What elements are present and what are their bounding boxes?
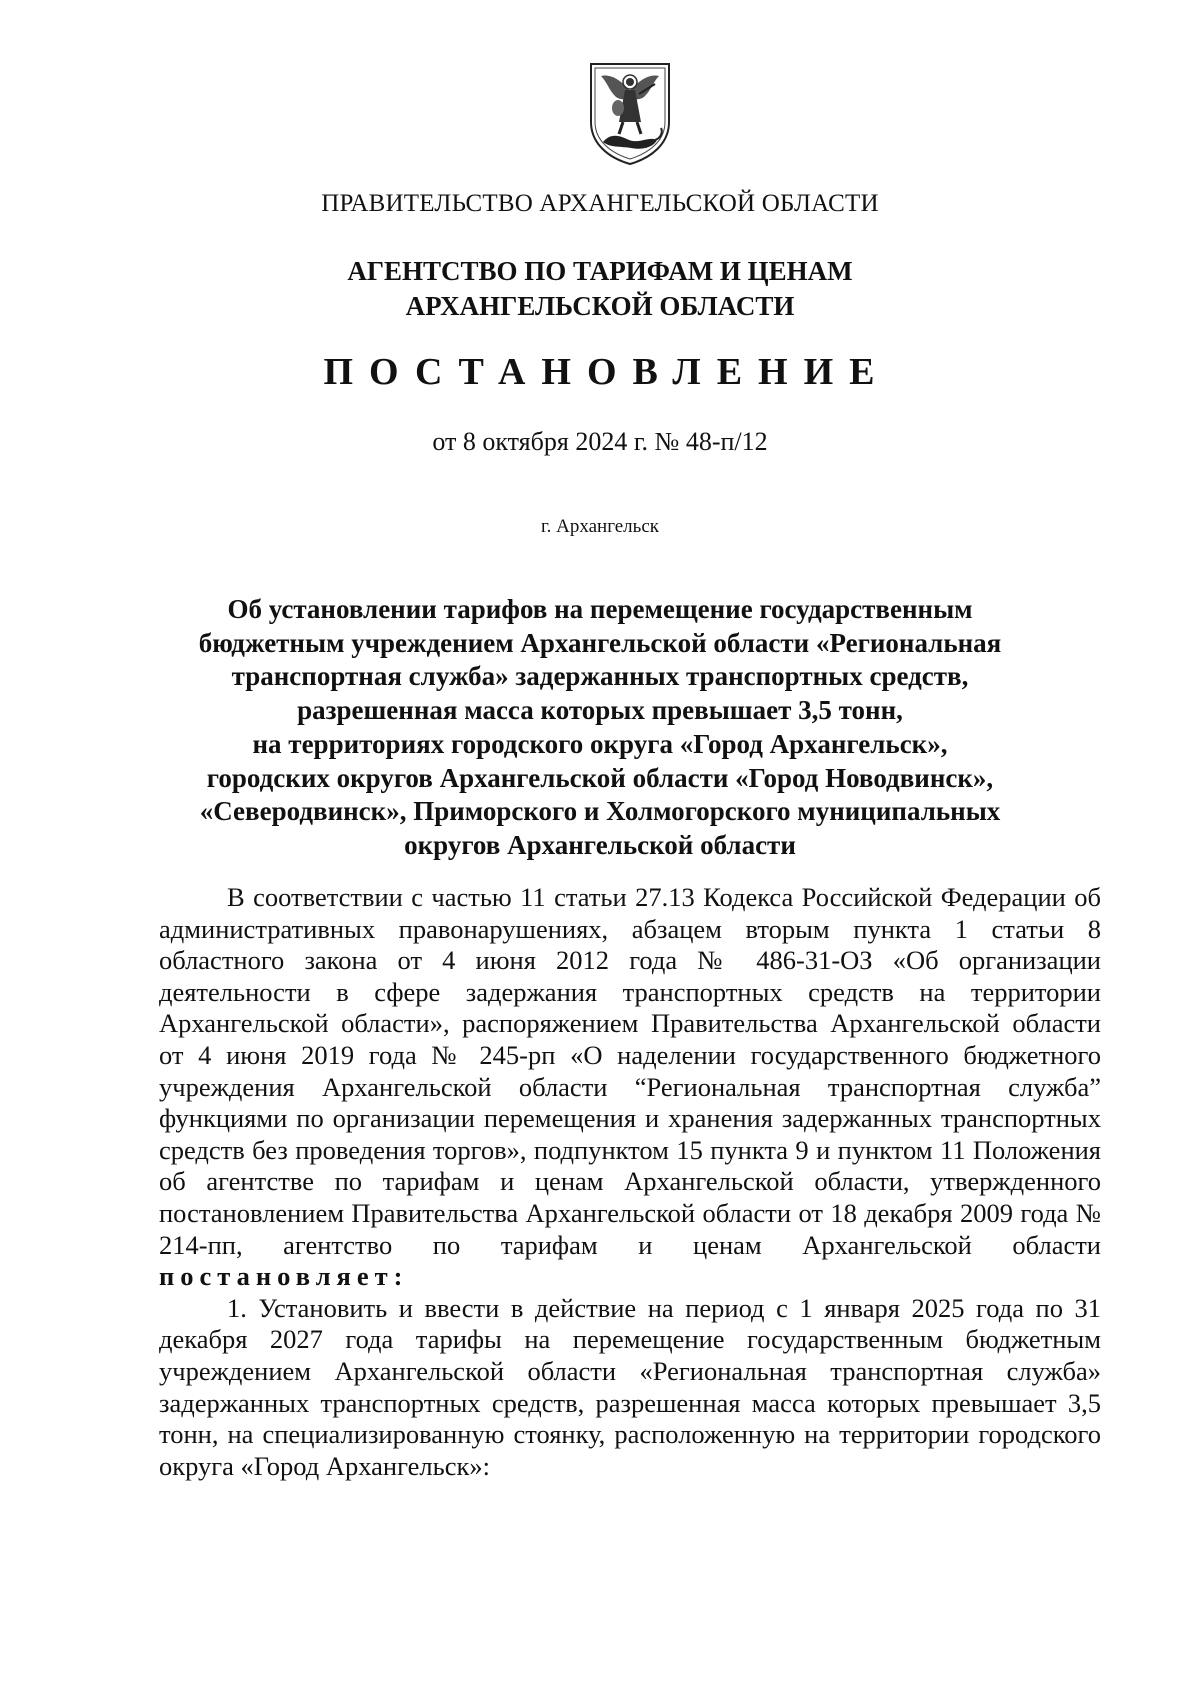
agency-name-line-2: АРХАНГЕЛЬСКОЙ ОБЛАСТИ bbox=[405, 291, 795, 321]
title-line: транспортная служба» задержанных транспортных средств, bbox=[231, 661, 969, 692]
title-line: городских округов Архангельской области «Город Новодвинск», bbox=[206, 762, 994, 793]
agency-name bbox=[0, 254, 1200, 324]
preamble-paragraph bbox=[159, 882, 1101, 1293]
document-date-number: от 8 октября 2024 г. № 48-п/12 bbox=[432, 427, 768, 456]
document-type: ПОСТАНОВЛЕНИЕ bbox=[323, 351, 891, 393]
arkhangelsk-coat-of-arms-icon bbox=[585, 60, 675, 166]
item-1-paragraph: 1. Установить и ввести в действие на период с 1 января 2025 года по 31 декабря 2027 года тарифы на перемещение государственным бюджетным учреждением Архангельской области «Региональная транспортная служба» задержанных транспортных средств, разрешенная масса которых превышает 3,5 тонн, на специализированную стоянку, расположенную на территории городского округа «Город Архангельск»: bbox=[159, 1292, 1101, 1481]
document-city: г. Архангельск bbox=[540, 516, 659, 537]
document-title bbox=[0, 593, 1200, 863]
title-line: на территориях городского округа «Город Архангельск», bbox=[252, 728, 948, 759]
title-line: Об установлении тарифов на перемещение государственным bbox=[227, 594, 973, 624]
title-line: округов Архангельской области bbox=[404, 829, 796, 860]
title-line: «Северодвинск», Приморского и Холмогорского муниципальных bbox=[199, 796, 1001, 827]
title-line: разрешенная масса которых превышает 3,5 тонн, bbox=[297, 695, 903, 726]
government-name: ПРАВИТЕЛЬСТВО АРХАНГЕЛЬСКОЙ ОБЛАСТИ bbox=[321, 190, 879, 217]
title-line: бюджетным учреждением Архангельской области «Региональная bbox=[198, 627, 1002, 658]
document-body bbox=[159, 882, 1101, 1482]
decree-word: постановляет: bbox=[159, 1261, 409, 1292]
preamble-text: В соответствии с частью 11 статьи 27.13 Кодекса Российской Федерации об административных правонарушениях, абзацем вторым пункта 1 статьи 8 областного закона от 4 июня 2012 года № 486-31-ОЗ «Об организации деятельности в сфере задержания транспортных средств на территории Архангельской области», распоряжением Правительства Архангельской области от 4 июня 2019 года № 245-рп «О наделении государственного бюджетного учреждения Архангельской области “Региональная транспортная служба” функциями по организации перемещения и хранения задержанных транспортных средств без проведения торгов», подпунктом 15 пункта 9 и пунктом 11 Положения об агентстве по тарифам и ценам Архангельской области, утвержденного постановлением Правительства Архангельской области от 18 декабря 2009 года № 214-пп, агентство по тарифам и ценам Архангельской области bbox=[159, 882, 1101, 1260]
agency-name-line-1: АГЕНТСТВО ПО ТАРИФАМ И ЦЕНАМ bbox=[347, 256, 853, 286]
